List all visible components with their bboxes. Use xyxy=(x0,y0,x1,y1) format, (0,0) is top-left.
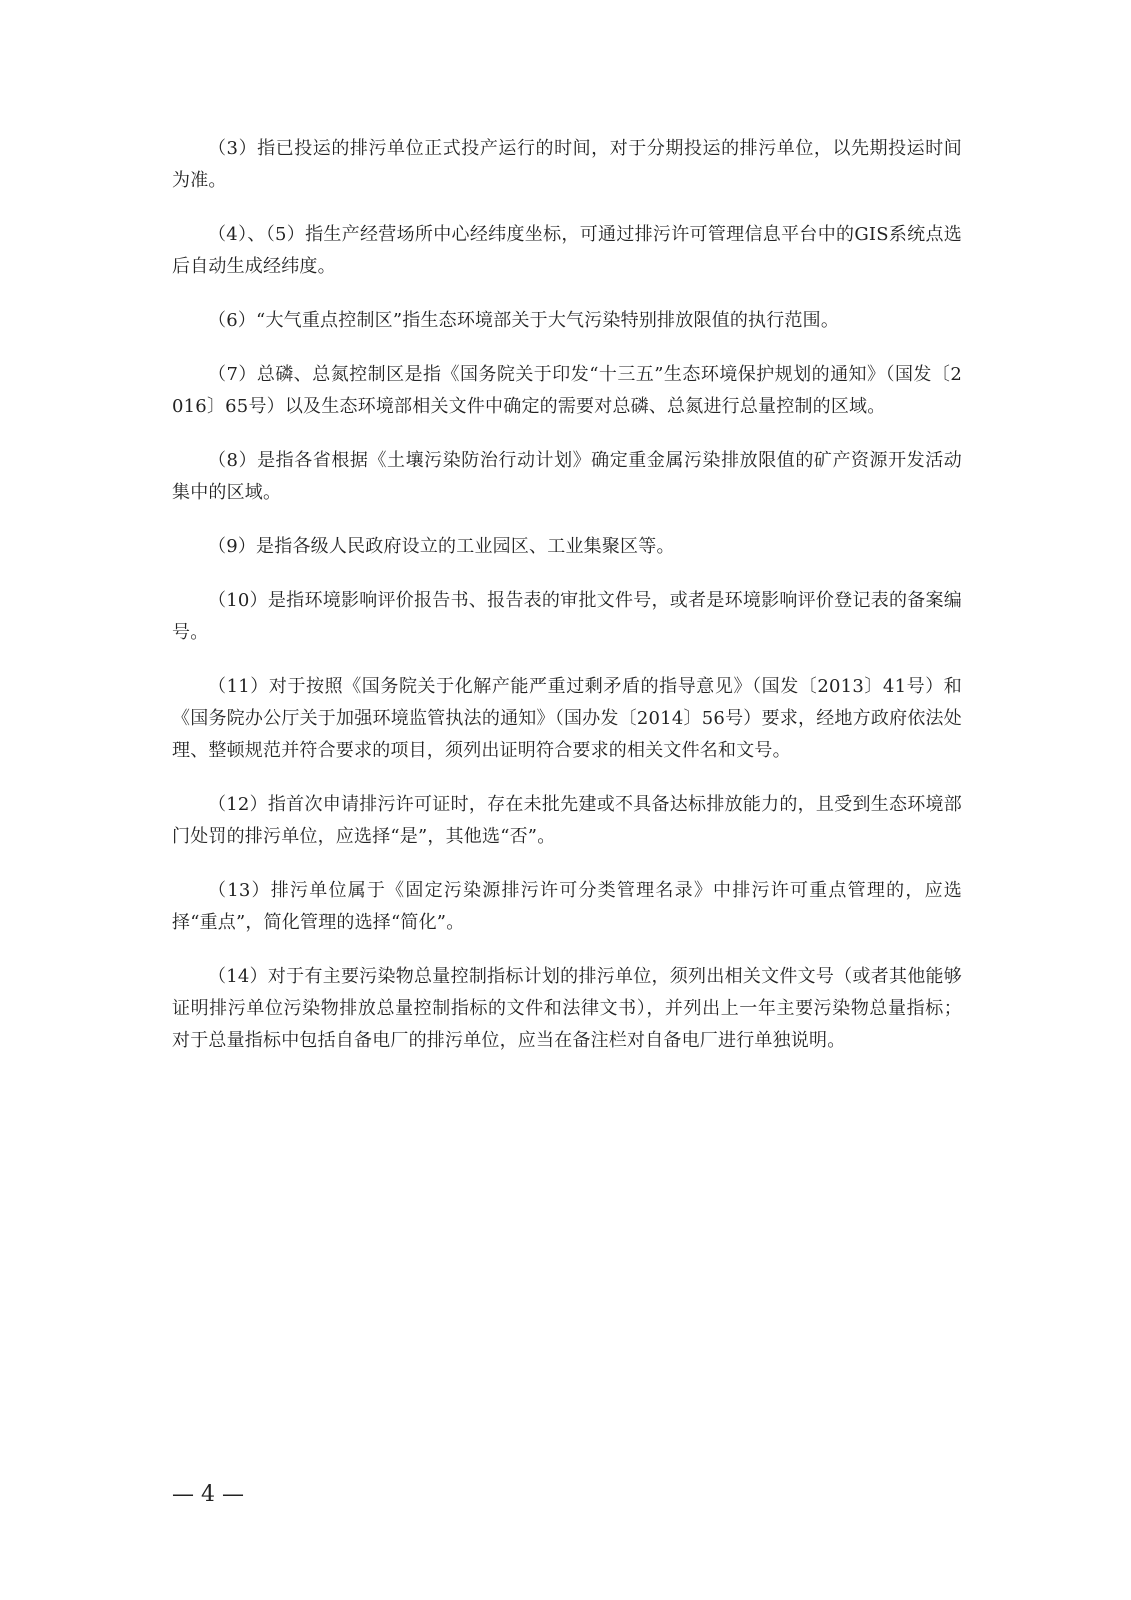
note-6: （6）“大气重点控制区”指生态环境部关于大气污染特别排放限值的执行范围。 xyxy=(208,310,840,331)
note-14: （14）对于有主要污染物总量控制指标计划的排污单位，须列出相关文件文号（或者其他能够证明排污单位污染物排放总量控制指标的文件和法律文书），并列出上一年主要污染物总量指标；对于总量指标中包括自备电厂的排污单位，应当在备注栏对自备电厂进行单独说明。 xyxy=(172,966,962,1051)
note-10: （10）是指环境影响评价报告书、报告表的审批文件号，或者是环境影响评价登记表的备案编号。 xyxy=(172,590,962,643)
note-7: （7）总磷、总氮控制区是指《国务院关于印发“十三五”生态环境保护规划的通知》（国发〔2016〕65号）以及生态环境部相关文件中确定的需要对总磷、总氮进行总量控制的区域。 xyxy=(172,364,962,417)
note-4-5: （4）、（5）指生产经营场所中心经纬度坐标，可通过排污许可管理信息平台中的GIS系统点选后自动生成经纬度。 xyxy=(172,224,962,277)
note-8: （8）是指各省根据《土壤污染防治行动计划》确定重金属污染排放限值的矿产资源开发活动集中的区域。 xyxy=(172,450,962,503)
note-12: （12）指首次申请排污许可证时，存在未批先建或不具备达标排放能力的，且受到生态环境部门处罚的排污单位，应选择“是”，其他选“否”。 xyxy=(172,794,962,847)
note-9: （9）是指各级人民政府设立的工业园区、工业集聚区等。 xyxy=(208,536,675,557)
note-11: （11）对于按照《国务院关于化解产能严重过剩矛盾的指导意见》（国发〔2013〕41号）和《国务院办公厅关于加强环境监管执法的通知》（国办发〔2014〕56号）要求，经地方政府依法处理、整顿规范并符合要求的项目，须列出证明符合要求的相关文件名和文号。 xyxy=(172,676,962,761)
note-13: （13）排污单位属于《固定污染源排污许可分类管理名录》中排污许可重点管理的，应选择“重点”，简化管理的选择“简化”。 xyxy=(172,880,962,933)
note-3: （3）指已投运的排污单位正式投产运行的时间，对于分期投运的排污单位，以先期投运时间为准。 xyxy=(172,138,962,191)
page-number: — 4 — xyxy=(172,1482,244,1507)
notes-section xyxy=(172,133,962,1079)
